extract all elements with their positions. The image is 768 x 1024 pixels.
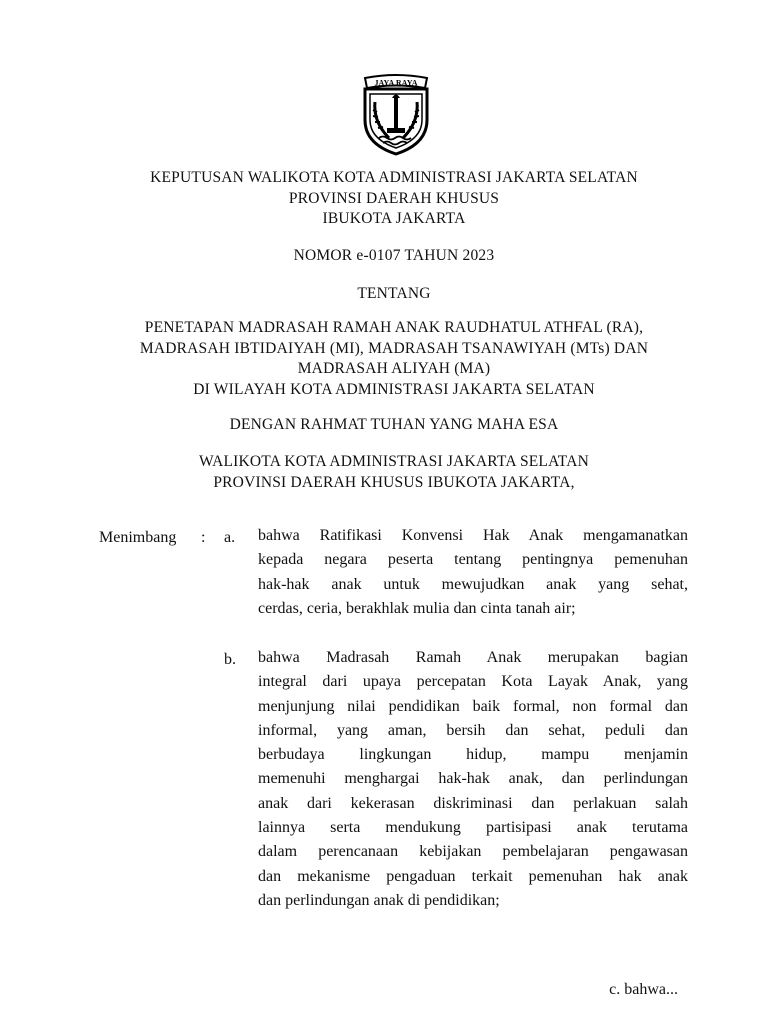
page-continuation: c. bahwa... [609, 981, 678, 998]
subject-line: MADRASAH ALIYAH (MA) [297, 360, 491, 377]
considering-item-a [258, 524, 688, 621]
item-marker-a: a. [224, 529, 236, 546]
emblem-banner-text: JAYA RAYA [374, 78, 418, 88]
item-line: bahwa Ratifikasi Konvensi Hak Anak mengamanatkan [258, 527, 688, 544]
item-line: berbudaya lingkungan hidup, mampu menjamin [258, 746, 688, 764]
title-line: PROVINSI DAERAH KHUSUS [288, 189, 500, 207]
title-line: IBUKOTA JAKARTA [322, 210, 466, 227]
issuing-authority [100, 452, 688, 493]
item-line: lainnya serta mendukung partisipasi anak terutama [258, 819, 688, 837]
item-line: dalam perencanaan kebijakan pembelajaran pengawasan [258, 843, 688, 861]
jakarta-emblem-icon [359, 72, 433, 156]
subject-line: MADRASAH IBTIDAIYAH (MI), MADRASAH TSANAWIYAH (MTs) DAN [139, 339, 649, 357]
authority-line: PROVINSI DAERAH KHUSUS IBUKOTA JAKARTA, [213, 473, 575, 491]
item-line: bahwa Madrasah Ramah Anak merupakan bagian [258, 649, 688, 666]
menimbang-colon: : [201, 529, 206, 546]
item-line: menjunjung nilai pendidikan baik formal, non formal dan [258, 697, 688, 715]
item-line: memenuhi menghargai hak-hak anak, dan perlindungan [258, 770, 688, 788]
decree-number [100, 246, 688, 267]
item-line: dan mekanisme pengaduan terkait pemenuhan hak anak [258, 867, 688, 885]
invocation-text: DENGAN RAHMAT TUHAN YANG MAHA ESA [229, 416, 559, 433]
item-line: kepada negara peserta tentang pentingnya pemenuhan [258, 551, 688, 569]
authority-line: WALIKOTA KOTA ADMINISTRASI JAKARTA SELATAN [198, 453, 589, 470]
invocation [100, 415, 688, 436]
tentang-heading [100, 284, 688, 305]
decree-number-text: NOMOR e-0107 TAHUN 2023 [293, 247, 495, 264]
considering-item-b [258, 646, 688, 913]
item-line: informal, yang aman, bersih dan sehat, peduli dan [258, 721, 688, 739]
item-line: cerdas, ceria, berakhlak mulia dan cinta tanah air; [258, 599, 576, 617]
title-line: KEPUTUSAN WALIKOTA KOTA ADMINISTRASI JAKARTA SELATAN [150, 169, 638, 186]
tentang-text: TENTANG [357, 285, 431, 302]
item-line: dan perlindungan anak di pendidikan; [258, 891, 500, 909]
item-line: hak-hak anak untuk mewujudkan anak yang sehat, [258, 575, 688, 593]
item-marker-b: b. [224, 651, 236, 668]
decree-subject [100, 318, 688, 400]
item-line: anak dari kekerasan diskriminasi dan perlakuan salah [258, 794, 688, 812]
item-line: integral dari upaya percepatan Kota Layak Anak, yang [258, 673, 688, 691]
decree-title [100, 168, 688, 230]
subject-line: DI WILAYAH KOTA ADMINISTRASI JAKARTA SELATAN [193, 380, 595, 398]
menimbang-label: Menimbang [99, 529, 177, 546]
subject-line: PENETAPAN MADRASAH RAMAH ANAK RAUDHATUL ATHFAL (RA), [144, 319, 644, 336]
